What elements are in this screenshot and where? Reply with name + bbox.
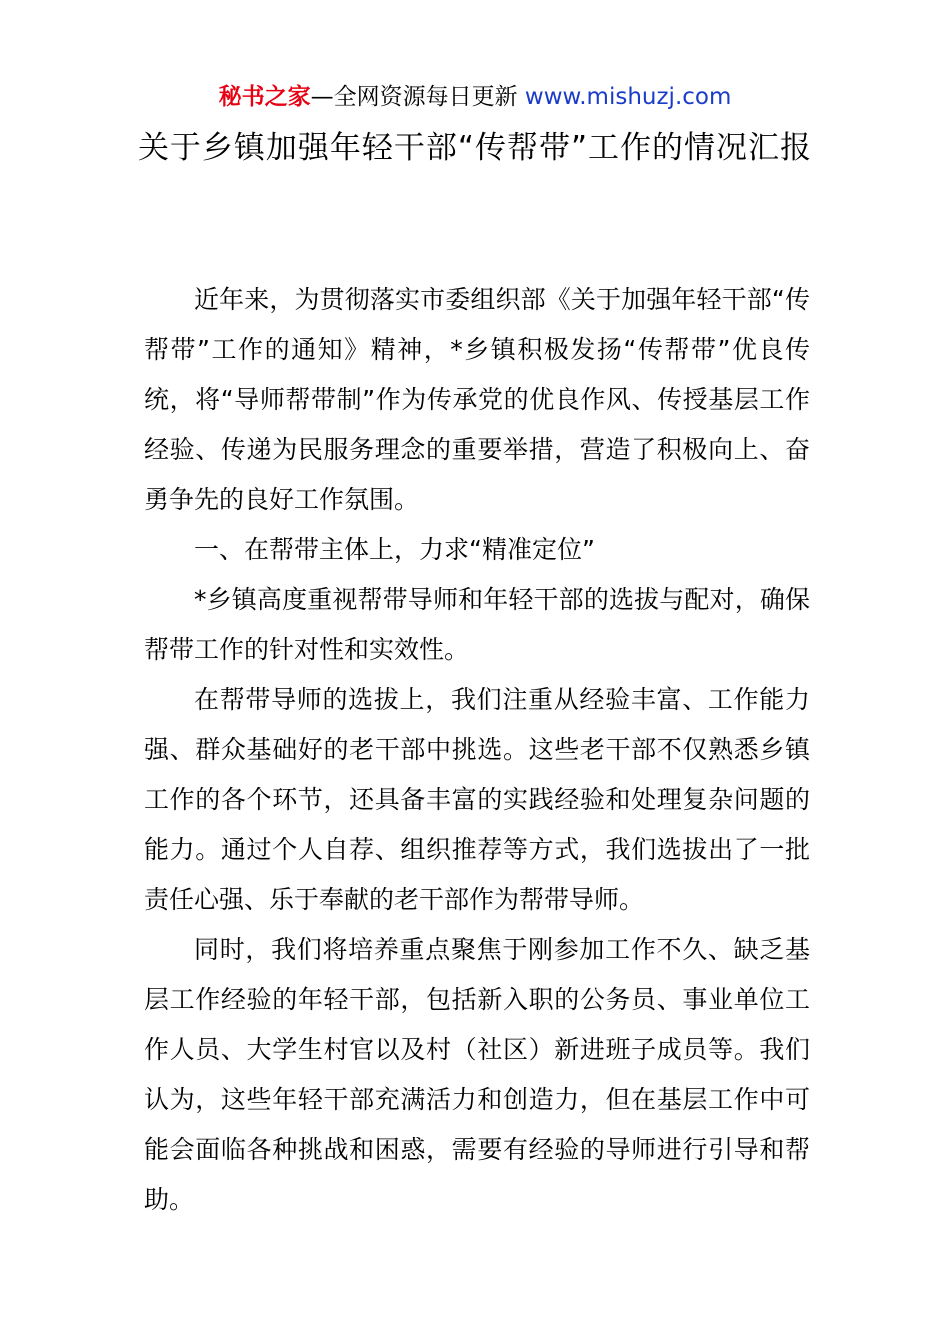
paragraph: *乡镇高度重视帮带导师和年轻干部的选拔与配对，确保帮带工作的针对性和实效性。	[144, 585, 810, 664]
site-url-link[interactable]: www.mishuzj.com	[524, 84, 732, 110]
document-title: 关于乡镇加强年轻干部“传帮带”工作的情况汇报	[137, 130, 813, 166]
site-header	[0, 80, 950, 114]
site-brand: 秘书之家	[218, 84, 311, 110]
paragraph: 在帮带导师的选拔上，我们注重从经验丰富、工作能力强、群众基础好的老干部中挑选。这些老干部不仅熟悉乡镇工作的各个环节，还具备丰富的实践经验和处理复杂问题的能力。通过个人自荐、组织推荐等方式，我们选拔出了一批责任心强、乐于奉献的老干部作为帮带导师。	[144, 685, 810, 914]
document-body	[144, 275, 810, 1225]
section-heading-1: 一、在帮带主体上，力求“精准定位”	[194, 535, 595, 564]
paragraph: 同时，我们将培养重点聚焦于刚参加工作不久、缺乏基层工作经验的年轻干部，包括新入职的公务员、事业单位工作人员、大学生村官以及村（社区）新进班子成员等。我们认为，这些年轻干部充满活力和创造力，但在基层工作中可能会面临各种挑战和困惑，需要有经验的导师进行引导和帮助。	[144, 935, 810, 1214]
site-tagline: —全网资源每日更新	[310, 84, 525, 110]
paragraph-intro: 近年来，为贯彻落实市委组织部《关于加强年轻干部“传帮带”工作的通知》精神，*乡镇积极发扬“传帮带”优良传统，将“导师帮带制”作为传承党的优良作风、传授基层工作经验、传递为民服务理念的重要举措，营造了积极向上、奋勇争先的良好工作氛围。	[144, 285, 810, 514]
